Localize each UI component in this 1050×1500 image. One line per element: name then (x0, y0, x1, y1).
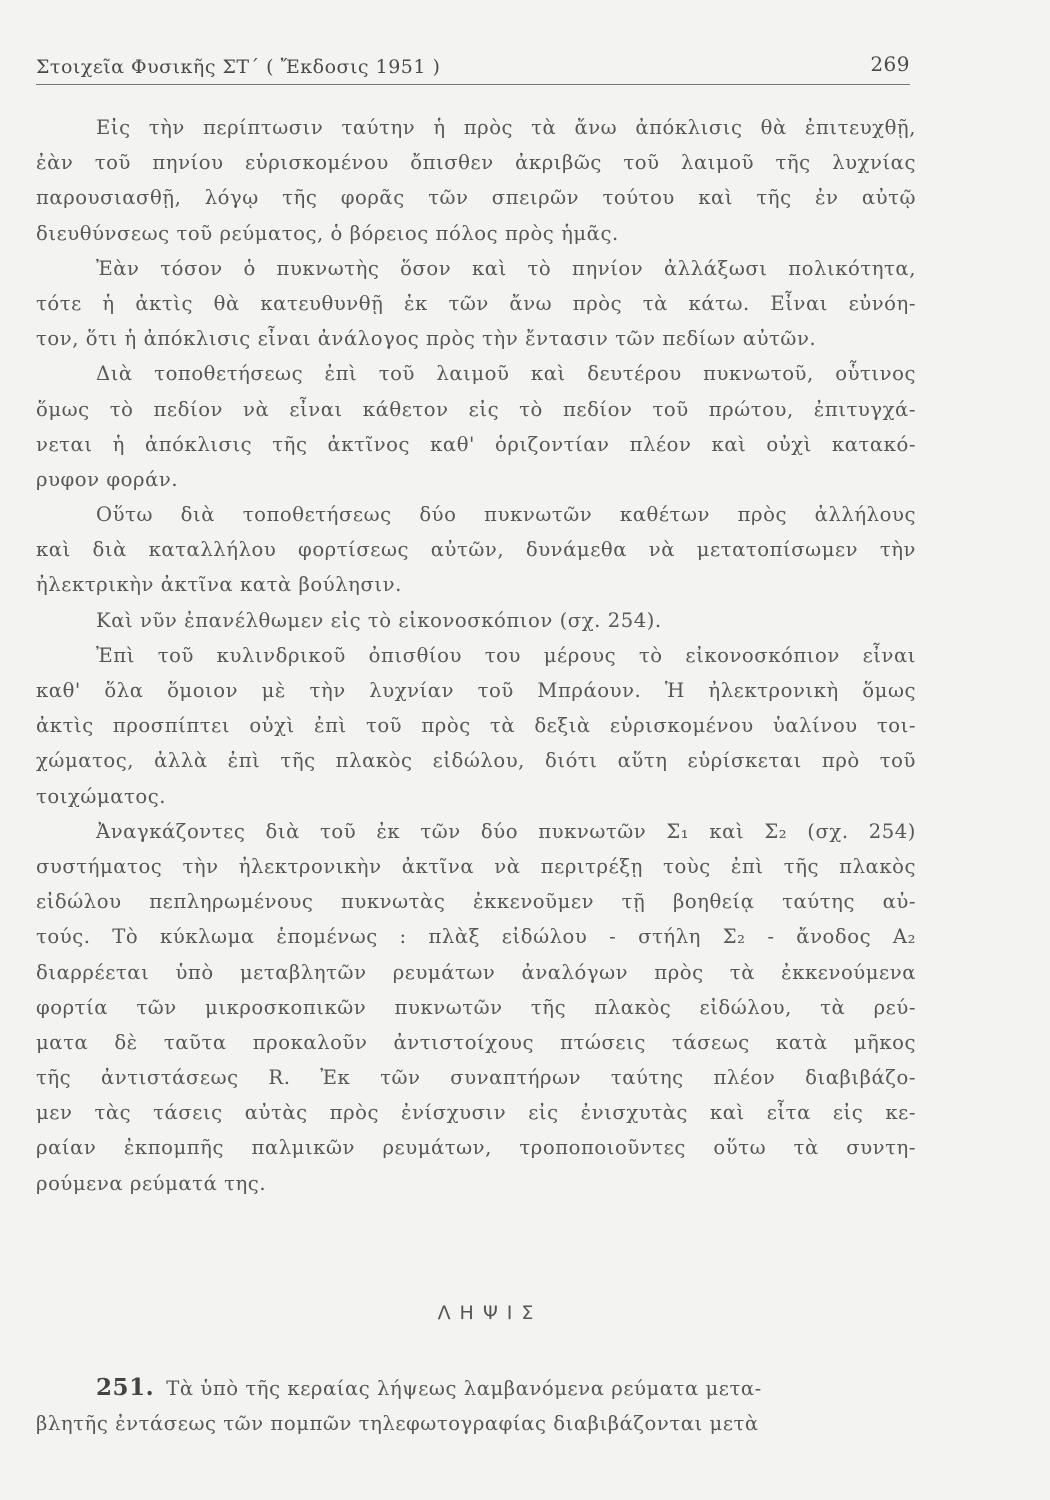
paragraph-number: 251. (96, 1374, 155, 1401)
text-line: χώματος, ἀλλὰ ἐπὶ τῆς πλακὸς εἰδώλου, διότι αὕτη εὑρίσκεται πρὸ τοῦ (36, 749, 916, 773)
text-line: Ἐὰν τόσον ὁ πυκνωτὴς ὅσον καὶ τὸ πηνίον ἀλλάξωσι πολικότητα, (96, 256, 916, 280)
text-line: ἠλεκτρικὴν ἀκτῖνα κατὰ βούλησιν. (36, 573, 402, 597)
text-line: συστήματος τὴν ἠλεκτρονικὴν ἀκτῖνα νὰ περιτρέξῃ τοὺς ἐπὶ τῆς πλακὸς (36, 854, 916, 878)
text-line: ὅμως τὸ πεδίον νὰ εἶναι κάθετον εἰς τὸ πεδίον τοῦ πρώτου, ἐπιτυγχά- (36, 397, 916, 421)
section-paragraph (36, 1370, 936, 1441)
text-line: καὶ διὰ καταλλήλου φορτίσεως αὐτῶν, δυνάμεθα νὰ μετατοπίσωμεν τὴν (36, 538, 916, 562)
text-line: ρούμενα ρεύματά της. (36, 1171, 267, 1195)
paragraph-first-line: Τὰ ὑπὸ τῆς κεραίας λήψεως λαμβανόμενα ρεύματα μετα- (166, 1377, 762, 1400)
paragraph-second-line: βλητῆς ἐντάσεως τῶν πομπῶν τηλεφωτογραφίας διαβιβάζονται μετὰ (36, 1412, 759, 1436)
text-line: παρουσιασθῇ, λόγῳ τῆς φορᾶς τῶν σπειρῶν τούτου καὶ τῆς ἐν αὐτῷ (36, 186, 916, 210)
text-line: Οὕτω διὰ τοποθετήσεως δύο πυκνωτῶν καθέτων πρὸς ἀλλήλους (96, 503, 916, 527)
text-line: Ἐπὶ τοῦ κυλινδρικοῦ ὀπισθίου του μέρους τὸ εἰκονοσκόπιον εἶναι (96, 643, 916, 667)
page-number: 269 (870, 52, 910, 76)
text-line: τούς. Τὸ κύκλωμα ἑπομένως : πλὰξ εἰδώλου - στήλη Σ₂ - ἄνοδος Α₂ (36, 925, 916, 949)
text-line: φορτία τῶν μικροσκοπικῶν πυκνωτῶν τῆς πλακὸς εἰδώλου, τὰ ρεύ- (36, 995, 916, 1019)
text-line: τότε ἡ ἀκτὶς θὰ κατευθυνθῇ ἐκ τῶν ἄνω πρὸς τὰ κάτω. Εἶναι εὐνόη- (36, 291, 916, 315)
text-line: εἰδώλου πεπληρωμένους πυκνωτὰς ἐκκενοῦμεν τῇ βοηθείᾳ ταύτης αὐ- (36, 890, 916, 914)
text-line: Ἀναγκάζοντες διὰ τοῦ ἐκ τῶν δύο πυκνωτῶν Σ₁ καὶ Σ₂ (σχ. 254) (96, 819, 916, 843)
text-line: Καὶ νῦν ἐπανέλθωμεν εἰς τὸ εἰκονοσκόπιον (σχ. 254). (96, 608, 662, 632)
text-line: τῆς ἀντιστάσεως R. Ἐκ τῶν συναπτήρων ταύτης πλέον διαβιβάζο- (36, 1066, 916, 1090)
header-title: Στοιχεῖα Φυσικῆς ΣΤ΄ ( Ἔκδοσις 1951 ) (36, 56, 441, 78)
text-line: ἐὰν τοῦ πηνίου εὑρισκομένου ὄπισθεν ἀκριβῶς τοῦ λαιμοῦ τῆς λυχνίας (36, 151, 916, 175)
text-line: διαρρέεται ὑπὸ μεταβλητῶν ρευμάτων ἀναλόγων πρὸς τὰ ἐκκενούμενα (36, 960, 916, 984)
body-text (36, 110, 916, 1201)
running-header (36, 50, 910, 85)
text-line: ραίαν ἐκπομπῆς παλμικῶν ρευμάτων, τροποποιοῦντες οὕτω τὰ συντη- (36, 1136, 916, 1160)
text-line: ματα δὲ ταῦτα προκαλοῦν ἀντιστοίχους πτώσεις τάσεως κατὰ μῆκος (36, 1030, 916, 1054)
text-line: καθ' ὅλα ὅμοιον μὲ τὴν λυχνίαν τοῦ Μπράουν. Ἡ ἠλεκτρονικὴ ὅμως (36, 679, 916, 702)
text-line: Εἰς τὴν περίπτωσιν ταύτην ἡ πρὸς τὰ ἄνω ἀπόκλισις θὰ ἐπιτευχθῇ, (96, 116, 916, 139)
text-line: τον, ὅτι ἡ ἀπόκλισις εἶναι ἀνάλογος πρὸς τὴν ἔντασιν τῶν πεδίων αὐτῶν. (36, 327, 817, 351)
section-title: ΛΗΨΙΣ (437, 1302, 543, 1324)
text-line: διευθύνσεως τοῦ ρεύματος, ὁ βόρειος πόλος πρὸς ἡμᾶς. (36, 221, 619, 245)
text-line: μεν τὰς τάσεις αὐτὰς πρὸς ἐνίσχυσιν εἰς ἐνισχυτὰς καὶ εἶτα εἰς κε- (36, 1101, 916, 1125)
text-line: Διὰ τοποθετήσεως ἐπὶ τοῦ λαιμοῦ καὶ δευτέρου πυκνωτοῦ, οὗτινος (96, 362, 916, 386)
text-line: τοιχώματος. (36, 784, 167, 808)
text-line: νεται ἡ ἀπόκλισις τῆς ἀκτῖνος καθ' ὁριζοντίαν πλέον καὶ οὐχὶ κατακό- (36, 432, 916, 456)
text-line: ἀκτὶς προσπίπτει οὐχὶ ἐπὶ τοῦ πρὸς τὰ δεξιὰ εὑρισκομένου ὑαλίνου τοι- (36, 714, 916, 738)
text-line: ρυφον φοράν. (36, 467, 179, 491)
